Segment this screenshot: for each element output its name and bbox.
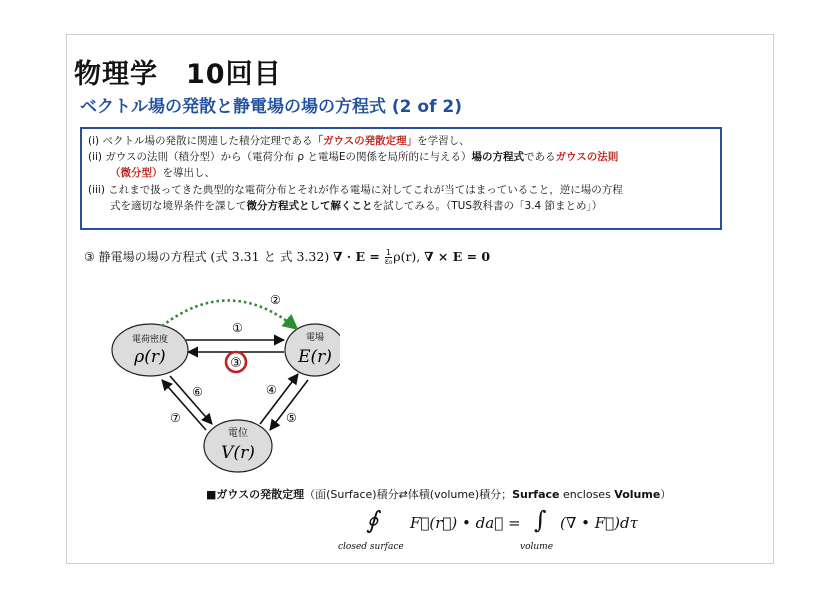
label-2: ②	[270, 293, 281, 307]
page-title	[74, 52, 282, 91]
objectives-box	[80, 127, 722, 230]
label-7: ⑦	[170, 411, 181, 425]
equation-reference: (式 3.31 と 式 3.32)	[210, 249, 330, 264]
objective-highlight: ガウスの法則	[555, 151, 619, 164]
square-bullet: ■	[206, 488, 217, 501]
objective-line-4	[88, 182, 714, 198]
page-subtitle: ベクトル場の発散と静電場の場の方程式 (2 of 2)	[80, 97, 463, 117]
gauss-theorem-heading	[206, 486, 671, 502]
potential-label: 電位	[228, 428, 248, 439]
objective-text: を試してみる。（TUS教科書の「3.4 節まとめ」）	[372, 199, 603, 212]
gauss-theorem-name: ガウスの発散定理	[216, 488, 305, 501]
charge-density-label: 電荷密度	[131, 335, 169, 345]
closed-integral-symbol: ∮	[366, 506, 379, 534]
divergence-equation-left: ∇ · E =	[333, 249, 380, 264]
label-5: ⑤	[286, 411, 297, 425]
objective-text: 式を適切な境界条件を課して	[110, 199, 247, 212]
label-4: ④	[266, 383, 277, 397]
objective-line-2	[88, 149, 714, 165]
gauss-theorem-close: ）	[660, 488, 672, 501]
fraction-numerator: 1	[385, 248, 392, 257]
objective-highlight: 「ガウスの発散定理」	[312, 135, 418, 147]
objective-text: (iii) これまで扱ってきた典型的な電荷分布とそれが作る電場に対してこれが当てはまっていること，逆に場の方程	[88, 183, 623, 196]
gauss-theorem-formula	[330, 502, 730, 554]
rho-symbol: ρ(r)	[134, 347, 166, 367]
formula-left-side: F⃗(r⃗) • da⃗ =	[410, 514, 521, 532]
objective-line-3	[88, 165, 714, 181]
objective-line-5	[88, 198, 714, 214]
volume-word: Volume	[614, 488, 661, 501]
gauss-theorem-desc: （面(Surface)積分⇄体積(volume)積分；	[304, 488, 513, 501]
objective-bold: 微分方程式として解くこと	[246, 199, 373, 212]
field-relation-diagram	[100, 286, 340, 476]
lower-limit-volume: volume	[520, 542, 554, 552]
objective-highlight: （微分型）	[110, 167, 163, 180]
lower-limit-closed-surface: closed surface	[338, 542, 404, 552]
objective-text: (i) ベクトル場の発散に関連した積分定理である	[88, 135, 313, 147]
epsilon-fraction	[385, 249, 393, 266]
fraction-denominator: ε₀	[384, 257, 393, 266]
label-6: ⑥	[192, 385, 203, 399]
formula-right-side: (∇ • F⃗)dτ	[560, 514, 638, 532]
electric-field-label: 電場	[305, 333, 325, 343]
encloses-word: encloses	[559, 488, 615, 501]
curl-equation: ∇ × E = 0	[424, 249, 491, 264]
objective-bold: 場の方程式	[471, 151, 525, 164]
objective-text: である	[524, 151, 556, 164]
objective-text: (ii) ガウスの法則（積分型）から（電荷分布 ρ と電場Eの関係を局所的に与える）	[88, 151, 472, 164]
volume-integral-symbol: ∫	[534, 506, 547, 534]
v-symbol: V(r)	[221, 443, 255, 463]
label-3: ③	[230, 356, 242, 371]
objective-text: を学習し、	[417, 135, 470, 147]
e-symbol: E(r)	[298, 347, 332, 367]
objective-line-1	[88, 133, 714, 149]
field-equation-label: ③ 静電場の場の方程式	[84, 250, 207, 264]
divergence-equation-right: ρ(r),	[393, 249, 421, 264]
title-lecture-number: 10回目	[186, 59, 282, 90]
field-equation-line	[84, 247, 490, 266]
label-1: ①	[232, 321, 243, 335]
objective-text: を導出し、	[162, 167, 215, 180]
title-subject: 物理学	[74, 59, 158, 90]
surface-word: Surface	[512, 488, 560, 501]
